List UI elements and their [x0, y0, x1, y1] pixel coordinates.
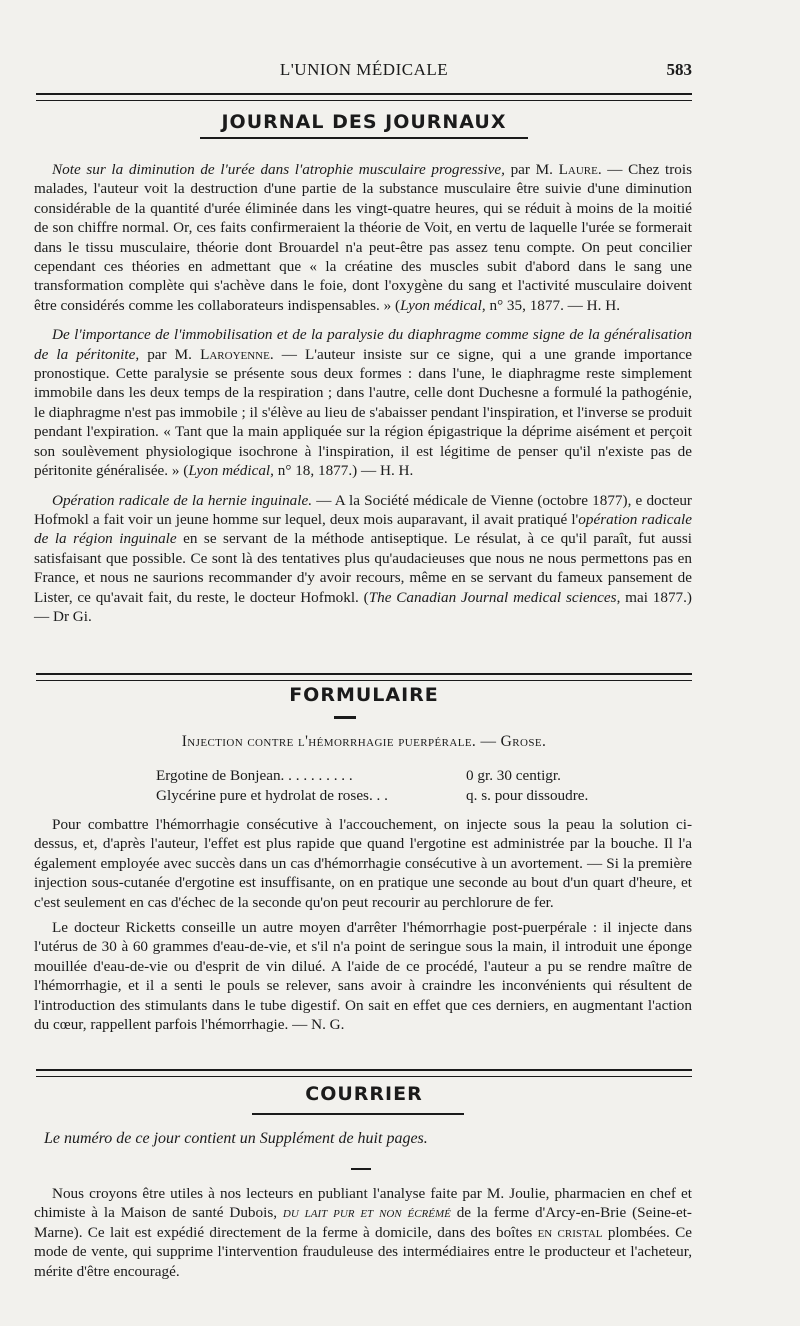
- courrier-title-underline: [252, 1113, 464, 1115]
- article-title: Opération radicale de la hernie inguinale.: [52, 491, 313, 509]
- courrier-text: [34, 1184, 692, 1281]
- formulaire-text: [34, 815, 692, 1034]
- courrier-section-title: COURRIER: [305, 1083, 423, 1105]
- cristal-emphasis: en cristal: [537, 1223, 603, 1241]
- recipe-row: [156, 766, 626, 786]
- article-ref: , n° 18, 1877.) — H. H.: [270, 462, 414, 480]
- article-by: par M.: [504, 161, 559, 178]
- formulaire-short-rule: [334, 716, 356, 719]
- courrier-paragraph: [34, 1184, 692, 1281]
- article-text: en se servant de la méthode antiseptique. Le résulat, à ce qu'il paraît, fut aussi satisfaisant que possible. Ce sont là des tentatives plus qu'audacieuses que nous ne nous permettons pas en France, et nous ne saurions recommander d'y avoir recours, même en se servant du fameux pansement de Lister, ce qu'avait fait, du reste, le docteur Hofmokl. (: [34, 530, 692, 606]
- courrier-rule: [36, 1069, 692, 1077]
- recipe-quantity: q. s. pour dissoudre.: [466, 786, 589, 804]
- article-text: — A la Société médicale de Vienne (octobre 1877), e docteur Hofmokl a fait voir un jeune homme sur lequel, deux mois auparavant, il avait pratiqué l': [34, 491, 692, 528]
- article-by: par M.: [139, 345, 201, 363]
- recipe-ingredient: Glycérine pure et hydrolat de roses. . .: [156, 786, 388, 804]
- article-source: Lyon médical: [400, 296, 482, 314]
- article-author: Laure: [558, 161, 598, 178]
- formulaire-paragraph: Le docteur Ricketts conseille un autre moyen d'arrêter l'hémorrhagie post-puerpérale : il injecte dans l'utérus de 30 à 60 grammes d'eau-de-vie, et s'il n'a point de seringue sous la main, il introduit une éponge mouillée d'eau-de-vie ou d'esprit de vin dilué. A l'aide de ce procédé, l'auteur a pu se rendre maître de l'hémorrhagie, et il a senti le pouls se relever, sans avoir à craindre les inconvénients qui résultent de l'introduction des stimulants dans le tube digestif. On sait en effet que ces derniers, en augmentant l'action du cœur, rappellent parfois l'hémorrhagie. — N. G.: [34, 919, 692, 1034]
- courrier-text-part: plombées. Ce mode de vente, qui supprime l'intervention frauduleuse des intermédiaires entre le producteur et l'acheteur, mérite d'être encouragé.: [34, 1223, 693, 1280]
- supplement-note: Le numéro de ce jour contient un Supplément de huit pages.: [44, 1130, 428, 1147]
- article-laure: [34, 160, 692, 315]
- courrier-text-part: de la ferme d'Arcy-en-Brie (Seine-et-Marne). Ce lait est expédié directement de la ferme à domicile, dans des boîtes: [34, 1204, 692, 1241]
- lait-emphasis: du lait pur et non écrémé: [282, 1204, 451, 1222]
- article-author: Laroyenne: [200, 345, 270, 363]
- article-laroyenne: [34, 325, 692, 480]
- article-source: The Canadian Journal medical sciences: [368, 588, 617, 606]
- article-ref: , n° 35, 1877. — H. H.: [481, 296, 620, 314]
- article-text: . — L'auteur insiste sur ce signe, qui a une grande importance pronostique. Cette paralysie se présente sous deux formes : dans l'une, le diaphragme reste simplement immobile dans les deux temps de la respiration ; dans l'autre, celle dont Duchesne a formulé la pathogénie, le diaphragme n'est pas immobile ; il s'élève au lieu de s'abaisser pendant l'inspiration, et l'inverse se produit pendant l'expiration. « Tant que la main appliquée sur la région épigastrique la déprime aisément et perçoit son soulèvement physiologique isochrone à l'inspiration, il est légitime de penser qu'il n'existe pas de péritonite généralisée. » (: [34, 345, 692, 480]
- formulaire-section-title: FORMULAIRE: [289, 684, 439, 706]
- formulaire-paragraph: Pour combattre l'hémorrhagie consécutive à l'accouchement, on injecte sous la peau la solution ci-dessus, et, d'après l'auteur, l'effet est plus rapide que quand l'ergotine est administrée par la bouche. Il l'a également employée avec succès dans un cas d'hémorrhagie consécutive à un avortement. — Si la première injection sous-cutanée d'ergotine est insuffisante, on en pratique une seconde au bout d'un quart d'heure, et c'est seulement en cas d'échec de la seconde qu'on peut recourir au perchlorure de fer.: [34, 816, 692, 911]
- journal-articles: [34, 160, 692, 626]
- recipe-quantity: 0 gr. 30 centigr.: [466, 767, 561, 784]
- formula-title: Injection contre l'hémorrhagie puerpérale. — Grose.: [181, 733, 547, 750]
- recipe-row: [156, 786, 626, 806]
- courrier-short-rule: [351, 1168, 371, 1170]
- journal-section-title: JOURNAL DES JOURNAUX: [221, 111, 507, 133]
- running-title: L'UNION MÉDICALE: [279, 60, 449, 79]
- article-source: Lyon médical: [188, 462, 271, 480]
- recipe: [156, 766, 626, 805]
- journal-title-underline: [200, 137, 528, 139]
- formulaire-rule: [36, 673, 692, 681]
- article-hernie: [34, 491, 692, 627]
- courrier-text-part: Nous croyons être utiles à nos lecteurs en publiant l'analyse faite par M. Joulie, pharmacien en chef et chimiste à la Maison de santé Dubois,: [34, 1185, 692, 1222]
- page-number: 583: [666, 60, 692, 79]
- article-operation: opération radicale de la région inguinale: [34, 510, 693, 548]
- article-text: . — Chez trois malades, l'auteur voit la destruction d'une partie de la substance musculaire être suivie d'une diminution considérable de la quantité d'urée éliminée dans les vingt-quatre heures, qui se réduit à moins de la moitié de son chiffre normal. Or, ces faits confirmeraient la théorie de Voit, en vertu de laquelle l'urée se formerait dans le tissu musculaire, théorie dont Brouardel n'a peut-être pas assez tenu compte. On peut concilier cependant ces théories en admettant que « la créatine des muscles subit d'abord dans le sang une transformation complète qui s'achève dans le foie, dont l'oxygène du sang et l'activité musculaire doivent être considérés comme les collaborateurs indispensables. » (: [34, 161, 692, 314]
- article-title: Note sur la diminution de l'urée dans l'atrophie musculaire progressive,: [52, 161, 505, 178]
- article-title: De l'importance de l'immobilisation et de la paralysie du diaphragme comme signe de la généralisation de la péritonite,: [34, 326, 692, 363]
- header-rule: [36, 93, 692, 101]
- running-head: [36, 58, 692, 86]
- recipe-ingredient: Ergotine de Bonjean. . . . . . . . . .: [156, 767, 353, 784]
- article-ref: , mai 1877.) — Dr Gi.: [34, 588, 692, 625]
